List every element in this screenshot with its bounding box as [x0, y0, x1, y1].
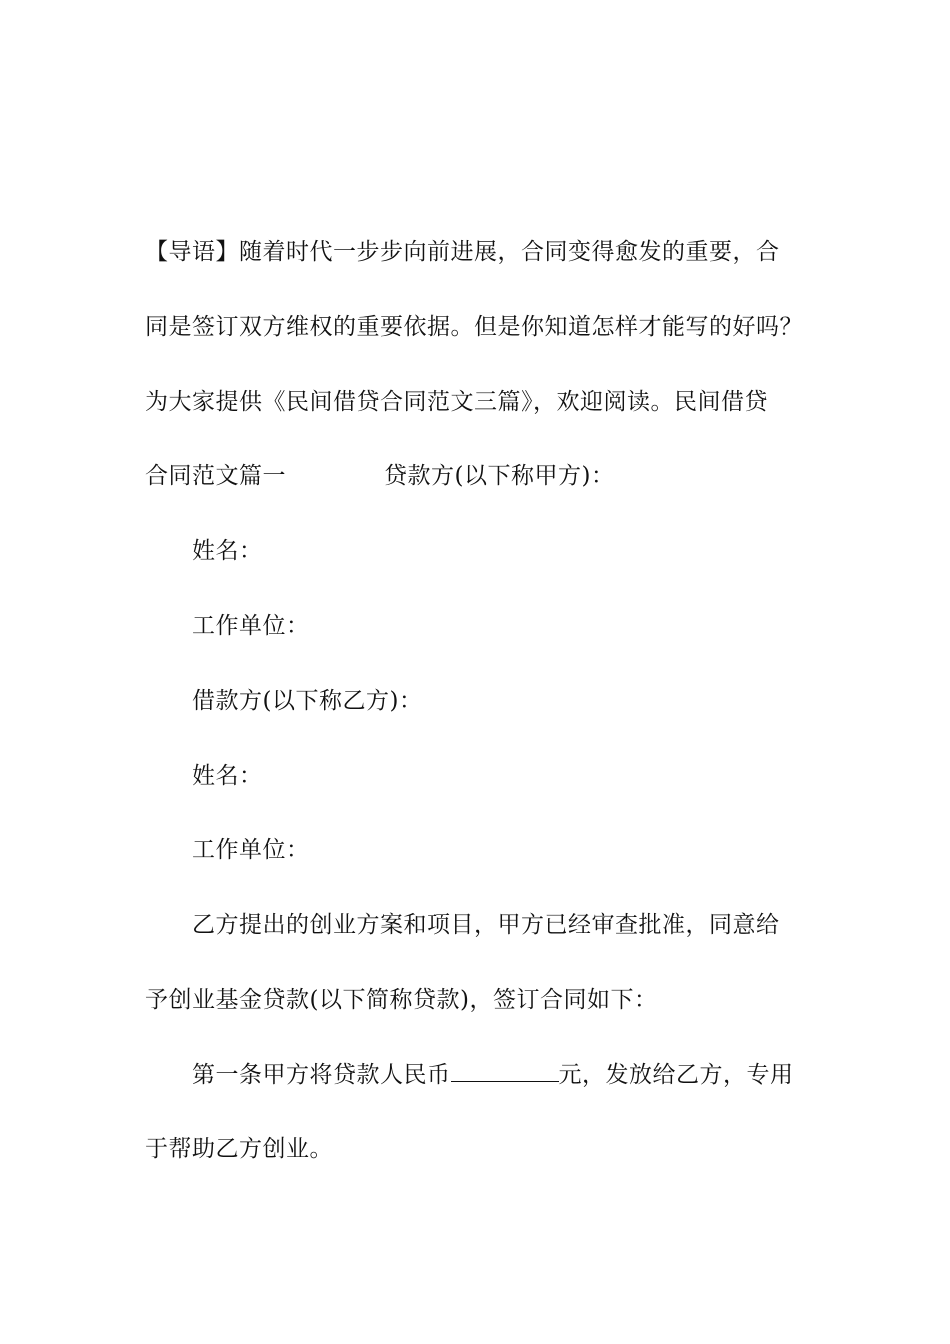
paragraph-1-line-1: 乙方提出的创业方案和项目，甲方已经审查批准，同意给	[192, 912, 780, 938]
article-1-line-2: 于帮助乙方创业。	[145, 1136, 333, 1162]
intro-line-1: 【导语】随着时代一步步向前进展，合同变得愈发的重要，合	[145, 239, 780, 265]
lender-heading: 贷款方(以下称甲方)：	[384, 463, 615, 489]
intro-line-3: 为大家提供《民间借贷合同范文三篇》，欢迎阅读。民间借贷	[145, 389, 768, 415]
paragraph-1-line-2: 予创业基金贷款(以下简称贷款)，签订合同如下：	[145, 987, 658, 1013]
amount-blank	[451, 1059, 559, 1082]
article-1-text-a: 第一条甲方将贷款人民币	[192, 1062, 451, 1088]
intro-line-2: 同是签订双方维权的重要依据。但是你知道怎样才能写的好吗？	[145, 314, 803, 340]
lender-workplace-label: 工作单位：	[192, 613, 310, 639]
article-1-line-1	[192, 1059, 794, 1090]
borrower-workplace-label: 工作单位：	[192, 837, 310, 863]
borrower-name-label: 姓名：	[192, 763, 263, 789]
borrower-heading: 借款方(以下称乙方)：	[192, 688, 423, 714]
intro-line-4	[145, 461, 614, 491]
article-1-text-b: 元，发放给乙方，专用	[558, 1062, 794, 1088]
lender-name-label: 姓名：	[192, 538, 263, 564]
contract-heading: 合同范文篇一	[145, 463, 286, 489]
